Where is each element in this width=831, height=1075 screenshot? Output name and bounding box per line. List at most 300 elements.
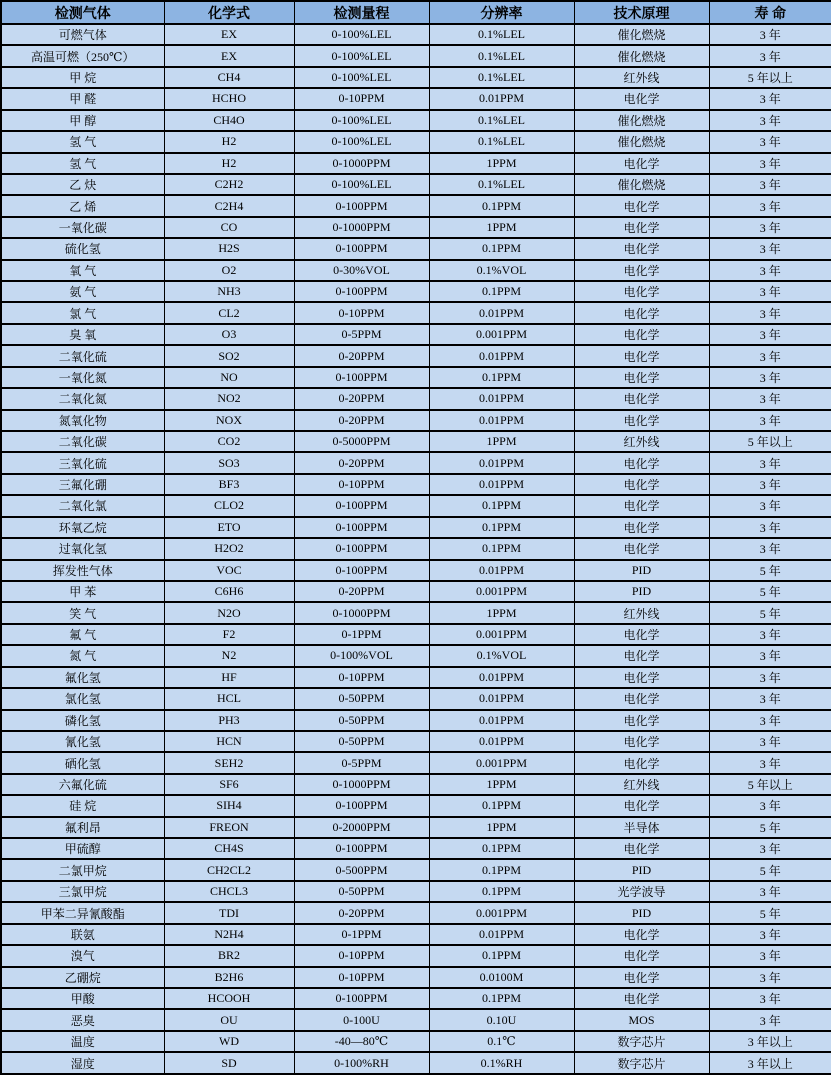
table-cell-formula: SIH4 [164,795,294,816]
table-cell-range: 0-20PPM [294,581,429,602]
table-cell-principle: 电化学 [574,838,709,859]
table-cell-gas: 甲苯二异氰酸酯 [1,902,164,923]
table-cell-range: 0-1000PPM [294,774,429,795]
table-cell-gas: 氢 气 [1,153,164,174]
table-cell-principle: 电化学 [574,88,709,109]
table-cell-lifespan: 3 年 [709,153,831,174]
table-cell-lifespan: 3 年以上 [709,1031,831,1052]
table-cell-resolution: 0.001PPM [429,624,574,645]
table-cell-lifespan: 3 年 [709,24,831,45]
table-cell-lifespan: 5 年以上 [709,431,831,452]
table-cell-formula: CO [164,217,294,238]
table-row [1,817,831,838]
table-cell-resolution: 0.1%LEL [429,110,574,131]
table-cell-gas: 氨 气 [1,281,164,302]
table-cell-resolution: 0.01PPM [429,388,574,409]
table-cell-formula: N2 [164,645,294,666]
table-cell-principle: 电化学 [574,410,709,431]
table-cell-gas: 二氧化硫 [1,345,164,366]
table-cell-gas: 湿度 [1,1052,164,1074]
table-row [1,752,831,773]
table-cell-resolution: 0.01PPM [429,410,574,431]
table-cell-formula: NOX [164,410,294,431]
table-cell-resolution: 0.10U [429,1009,574,1030]
table-cell-resolution: 0.001PPM [429,324,574,345]
table-cell-lifespan: 5 年以上 [709,774,831,795]
table-cell-formula: CH2CL2 [164,859,294,880]
table-cell-range: 0-500PPM [294,859,429,880]
table-cell-resolution: 0.01PPM [429,667,574,688]
table-cell-resolution: 0.1%VOL [429,260,574,281]
table-header [1,1,831,24]
table-row [1,88,831,109]
table-cell-range: 0-10PPM [294,474,429,495]
table-cell-resolution: 0.1PPM [429,495,574,516]
table-cell-resolution: 0.01PPM [429,688,574,709]
table-cell-resolution: 0.1%LEL [429,67,574,88]
table-row [1,45,831,66]
table-cell-lifespan: 3 年 [709,924,831,945]
table-cell-lifespan: 3 年 [709,474,831,495]
table-cell-principle: 电化学 [574,281,709,302]
table-cell-gas: 氯化氢 [1,688,164,709]
table-cell-gas: 磷化氢 [1,710,164,731]
table-row [1,731,831,752]
table-cell-formula: NH3 [164,281,294,302]
table-cell-gas: 甲 醛 [1,88,164,109]
table-cell-formula: B2H6 [164,967,294,988]
table-cell-range: 0-100PPM [294,988,429,1009]
table-cell-gas: 三氧化硫 [1,452,164,473]
table-cell-lifespan: 5 年 [709,902,831,923]
table-cell-gas: 二氧化碳 [1,431,164,452]
table-body [1,24,831,1074]
table-cell-gas: 硫化氢 [1,238,164,259]
table-cell-formula: C2H4 [164,195,294,216]
table-cell-principle: PID [574,560,709,581]
table-cell-range: 0-100%RH [294,1052,429,1074]
table-cell-gas: 硅 烷 [1,795,164,816]
table-cell-lifespan: 3 年 [709,624,831,645]
table-cell-formula: EX [164,45,294,66]
table-cell-lifespan: 3 年 [709,881,831,902]
table-cell-gas: 氧 气 [1,260,164,281]
table-row [1,624,831,645]
table-cell-range: 0-100PPM [294,560,429,581]
table-row [1,795,831,816]
table-cell-formula: TDI [164,902,294,923]
column-header-resolution: 分辨率 [429,1,574,24]
table-cell-resolution: 0.1PPM [429,881,574,902]
table-row [1,602,831,623]
table-cell-lifespan: 3 年 [709,410,831,431]
table-cell-resolution: 0.01PPM [429,731,574,752]
table-cell-lifespan: 3 年 [709,281,831,302]
table-cell-principle: PID [574,859,709,880]
table-row [1,495,831,516]
table-cell-principle: 电化学 [574,195,709,216]
table-cell-range: 0-20PPM [294,388,429,409]
table-cell-range: 0-100%LEL [294,67,429,88]
table-row [1,131,831,152]
table-cell-formula: CL2 [164,302,294,323]
table-cell-lifespan: 3 年 [709,131,831,152]
table-cell-principle: 电化学 [574,324,709,345]
table-cell-gas: 三氯甲烷 [1,881,164,902]
table-cell-range: -40—80℃ [294,1031,429,1052]
table-cell-gas: 甲 醇 [1,110,164,131]
table-cell-range: 0-20PPM [294,902,429,923]
table-cell-range: 0-100%LEL [294,110,429,131]
table-row [1,645,831,666]
table-row [1,410,831,431]
table-row [1,560,831,581]
table-row [1,667,831,688]
table-row [1,24,831,45]
table-cell-principle: 电化学 [574,645,709,666]
table-cell-resolution: 0.1PPM [429,195,574,216]
table-cell-principle: 电化学 [574,924,709,945]
table-cell-formula: CHCL3 [164,881,294,902]
column-header-range: 检测量程 [294,1,429,24]
table-cell-formula: ETO [164,517,294,538]
table-cell-resolution: 0.1PPM [429,859,574,880]
table-row [1,281,831,302]
table-cell-gas: 氟 气 [1,624,164,645]
table-cell-formula: CO2 [164,431,294,452]
table-cell-formula: CH4 [164,67,294,88]
table-cell-formula: HF [164,667,294,688]
table-cell-formula: BR2 [164,945,294,966]
table-row [1,1052,831,1074]
table-cell-lifespan: 3 年 [709,731,831,752]
table-cell-lifespan: 3 年 [709,302,831,323]
table-row [1,774,831,795]
table-cell-formula: N2H4 [164,924,294,945]
table-cell-range: 0-100PPM [294,838,429,859]
table-row [1,967,831,988]
table-cell-gas: 溴气 [1,945,164,966]
table-cell-formula: SF6 [164,774,294,795]
table-cell-range: 0-100U [294,1009,429,1030]
table-cell-principle: 电化学 [574,710,709,731]
table-cell-principle: 催化燃烧 [574,24,709,45]
table-cell-resolution: 0.1PPM [429,838,574,859]
table-cell-resolution: 0.1PPM [429,281,574,302]
table-cell-formula: O2 [164,260,294,281]
table-cell-range: 0-100PPM [294,367,429,388]
table-cell-principle: PID [574,581,709,602]
table-cell-principle: 催化燃烧 [574,174,709,195]
table-row [1,474,831,495]
table-cell-resolution: 0.1PPM [429,238,574,259]
table-cell-range: 0-100PPM [294,495,429,516]
table-cell-resolution: 0.1PPM [429,367,574,388]
table-cell-principle: 电化学 [574,795,709,816]
table-cell-formula: CH4S [164,838,294,859]
table-cell-gas: 二氧化氮 [1,388,164,409]
table-cell-lifespan: 3 年 [709,217,831,238]
table-cell-range: 0-100PPM [294,281,429,302]
table-cell-resolution: 1PPM [429,153,574,174]
table-cell-resolution: 0.1PPM [429,988,574,1009]
table-cell-range: 0-100%LEL [294,174,429,195]
table-cell-resolution: 0.01PPM [429,710,574,731]
table-cell-formula: H2 [164,153,294,174]
table-cell-gas: 乙 烯 [1,195,164,216]
table-cell-resolution: 1PPM [429,217,574,238]
table-cell-resolution: 1PPM [429,431,574,452]
table-cell-resolution: 0.1PPM [429,795,574,816]
table-cell-gas: 氟化氢 [1,667,164,688]
table-cell-lifespan: 5 年 [709,602,831,623]
table-cell-formula: N2O [164,602,294,623]
table-row [1,388,831,409]
table-cell-range: 0-100PPM [294,517,429,538]
table-cell-resolution: 0.01PPM [429,345,574,366]
table-cell-resolution: 0.1%LEL [429,131,574,152]
table-cell-formula: H2O2 [164,538,294,559]
table-cell-lifespan: 5 年以上 [709,67,831,88]
table-cell-formula: WD [164,1031,294,1052]
table-row [1,538,831,559]
table-cell-principle: 电化学 [574,988,709,1009]
table-cell-principle: 数字芯片 [574,1031,709,1052]
table-cell-principle: 电化学 [574,538,709,559]
table-row [1,924,831,945]
table-cell-range: 0-10PPM [294,967,429,988]
table-cell-range: 0-100PPM [294,238,429,259]
table-cell-gas: 恶臭 [1,1009,164,1030]
table-cell-formula: NO2 [164,388,294,409]
table-cell-lifespan: 3 年 [709,324,831,345]
table-cell-principle: 电化学 [574,367,709,388]
table-cell-range: 0-100PPM [294,538,429,559]
table-cell-range: 0-50PPM [294,731,429,752]
table-cell-formula: H2 [164,131,294,152]
table-cell-lifespan: 3 年 [709,260,831,281]
table-cell-lifespan: 3 年 [709,795,831,816]
table-cell-resolution: 0.01PPM [429,452,574,473]
table-row [1,67,831,88]
table-cell-range: 0-20PPM [294,410,429,431]
table-cell-resolution: 0.1%RH [429,1052,574,1074]
table-cell-gas: 一氧化氮 [1,367,164,388]
table-row [1,452,831,473]
table-cell-resolution: 0.001PPM [429,581,574,602]
table-cell-lifespan: 3 年 [709,45,831,66]
table-cell-principle: 电化学 [574,624,709,645]
table-cell-lifespan: 3 年 [709,452,831,473]
table-cell-principle: 电化学 [574,452,709,473]
table-cell-formula: F2 [164,624,294,645]
table-cell-resolution: 0.01PPM [429,474,574,495]
table-cell-gas: 一氧化碳 [1,217,164,238]
table-cell-principle: 电化学 [574,495,709,516]
table-cell-range: 0-1000PPM [294,602,429,623]
table-cell-formula: BF3 [164,474,294,495]
table-cell-range: 0-20PPM [294,452,429,473]
table-cell-gas: 硒化氢 [1,752,164,773]
table-cell-principle: 电化学 [574,752,709,773]
table-row [1,838,831,859]
table-cell-principle: MOS [574,1009,709,1030]
table-cell-range: 0-1PPM [294,624,429,645]
table-cell-principle: 红外线 [574,602,709,623]
table-cell-resolution: 0.01PPM [429,560,574,581]
table-cell-gas: 氰化氢 [1,731,164,752]
table-cell-gas: 二氧化氯 [1,495,164,516]
column-header-gas: 检测气体 [1,1,164,24]
table-cell-range: 0-2000PPM [294,817,429,838]
table-cell-lifespan: 3 年 [709,838,831,859]
table-cell-resolution: 0.01PPM [429,924,574,945]
table-cell-resolution: 0.01PPM [429,88,574,109]
table-cell-formula: FREON [164,817,294,838]
table-cell-gas: 三氟化硼 [1,474,164,495]
table-cell-formula: VOC [164,560,294,581]
table-cell-range: 0-5PPM [294,324,429,345]
table-cell-gas: 过氧化氢 [1,538,164,559]
table-cell-principle: 电化学 [574,153,709,174]
table-cell-resolution: 0.1PPM [429,538,574,559]
table-cell-formula: H2S [164,238,294,259]
table-cell-range: 0-50PPM [294,881,429,902]
table-cell-lifespan: 3 年 [709,1009,831,1030]
table-row [1,902,831,923]
table-cell-resolution: 1PPM [429,817,574,838]
table-cell-formula: PH3 [164,710,294,731]
table-cell-principle: 电化学 [574,945,709,966]
table-cell-lifespan: 5 年 [709,581,831,602]
table-cell-range: 0-100%VOL [294,645,429,666]
table-cell-formula: SD [164,1052,294,1074]
table-cell-lifespan: 3 年 [709,517,831,538]
table-cell-principle: 电化学 [574,474,709,495]
table-cell-principle: 催化燃烧 [574,131,709,152]
table-row [1,988,831,1009]
table-cell-resolution: 0.1℃ [429,1031,574,1052]
table-row [1,431,831,452]
table-cell-lifespan: 3 年 [709,752,831,773]
table-cell-gas: 甲硫醇 [1,838,164,859]
table-row [1,945,831,966]
table-cell-gas: 乙硼烷 [1,967,164,988]
table-cell-resolution: 0.01PPM [429,302,574,323]
table-cell-formula: C2H2 [164,174,294,195]
table-cell-gas: 高温可燃（250℃） [1,45,164,66]
table-cell-formula: C6H6 [164,581,294,602]
table-cell-principle: 电化学 [574,217,709,238]
table-cell-gas: 二氯甲烷 [1,859,164,880]
table-cell-principle: 电化学 [574,302,709,323]
table-row [1,859,831,880]
table-cell-principle: 电化学 [574,260,709,281]
table-cell-range: 0-5PPM [294,752,429,773]
table-cell-principle: 电化学 [574,345,709,366]
table-cell-resolution: 0.001PPM [429,902,574,923]
table-cell-resolution: 0.1%LEL [429,45,574,66]
table-cell-lifespan: 3 年 [709,174,831,195]
table-cell-range: 0-30%VOL [294,260,429,281]
table-row [1,174,831,195]
table-cell-principle: 电化学 [574,688,709,709]
table-cell-range: 0-10PPM [294,667,429,688]
table-row [1,195,831,216]
table-cell-principle: 电化学 [574,967,709,988]
table-cell-gas: 温度 [1,1031,164,1052]
table-cell-gas: 联氨 [1,924,164,945]
table-cell-resolution: 0.001PPM [429,752,574,773]
table-row [1,110,831,131]
table-cell-lifespan: 3 年 [709,667,831,688]
table-cell-formula: HCL [164,688,294,709]
table-cell-range: 0-100PPM [294,195,429,216]
table-cell-lifespan: 3 年 [709,110,831,131]
table-row [1,710,831,731]
table-cell-principle: 半导体 [574,817,709,838]
header-row [1,1,831,24]
table-cell-formula: O3 [164,324,294,345]
table-cell-formula: SEH2 [164,752,294,773]
table-cell-lifespan: 3 年 [709,195,831,216]
table-cell-principle: 电化学 [574,667,709,688]
table-cell-principle: 红外线 [574,774,709,795]
table-cell-resolution: 0.1PPM [429,945,574,966]
table-cell-formula: HCOOH [164,988,294,1009]
table-cell-resolution: 1PPM [429,774,574,795]
table-cell-lifespan: 5 年 [709,817,831,838]
table-cell-lifespan: 5 年 [709,859,831,880]
table-cell-formula: CLO2 [164,495,294,516]
table-row [1,238,831,259]
table-cell-range: 0-100PPM [294,795,429,816]
table-cell-range: 0-50PPM [294,710,429,731]
table-cell-formula: OU [164,1009,294,1030]
table-cell-gas: 环氧乙烷 [1,517,164,538]
table-cell-lifespan: 3 年 [709,988,831,1009]
table-cell-formula: HCN [164,731,294,752]
column-header-formula: 化学式 [164,1,294,24]
table-cell-gas: 六氟化硫 [1,774,164,795]
table-cell-resolution: 0.1PPM [429,517,574,538]
table-cell-formula: CH4O [164,110,294,131]
table-cell-range: 0-1PPM [294,924,429,945]
table-row [1,345,831,366]
table-cell-formula: EX [164,24,294,45]
table-cell-range: 0-20PPM [294,345,429,366]
table-cell-gas: 挥发性气体 [1,560,164,581]
table-row [1,581,831,602]
table-cell-range: 0-1000PPM [294,153,429,174]
table-cell-range: 0-10PPM [294,945,429,966]
table-cell-lifespan: 3 年 [709,367,831,388]
table-cell-principle: 电化学 [574,238,709,259]
table-cell-resolution: 0.1%LEL [429,174,574,195]
table-cell-lifespan: 3 年 [709,538,831,559]
table-cell-range: 0-100%LEL [294,131,429,152]
table-row [1,688,831,709]
column-header-lifespan: 寿 命 [709,1,831,24]
table-cell-range: 0-10PPM [294,88,429,109]
table-row [1,217,831,238]
table-cell-gas: 甲酸 [1,988,164,1009]
table-cell-principle: 电化学 [574,388,709,409]
table-cell-principle: 电化学 [574,517,709,538]
table-cell-gas: 甲 苯 [1,581,164,602]
table-cell-lifespan: 3 年 [709,88,831,109]
table-row [1,367,831,388]
